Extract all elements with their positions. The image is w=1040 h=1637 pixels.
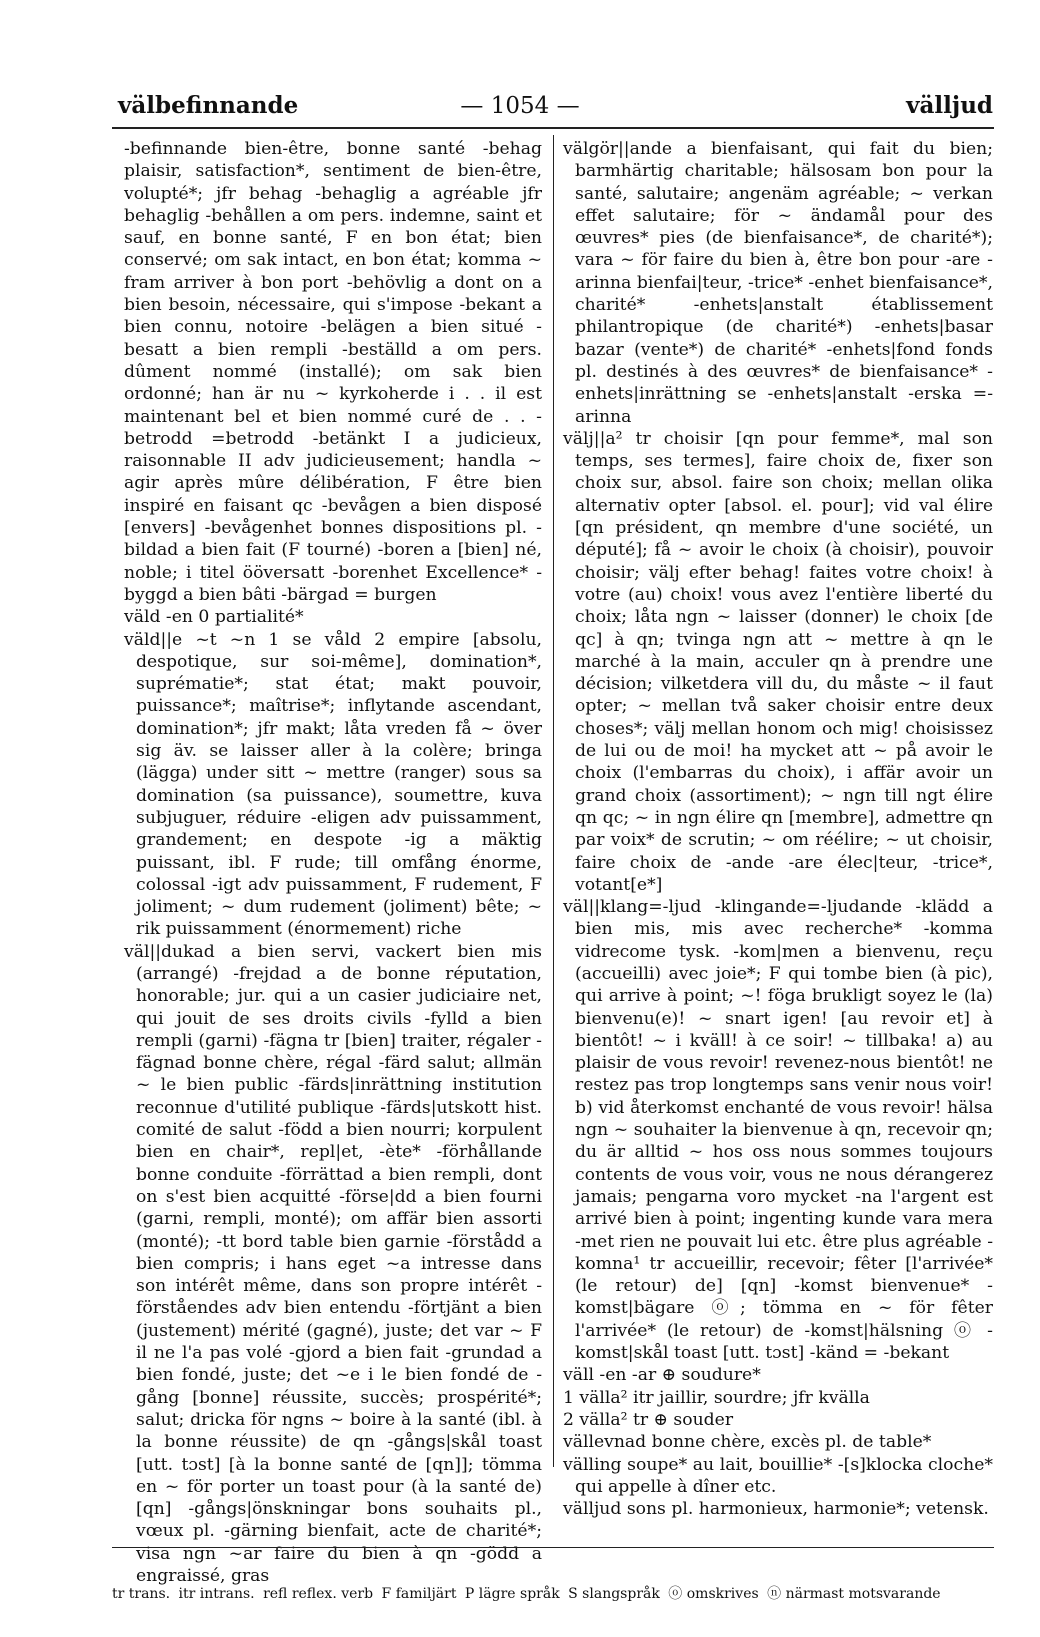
- column-divider: [553, 135, 554, 1467]
- footer-rule: [112, 1547, 994, 1548]
- abbreviation-legend: [112, 1585, 994, 1603]
- entry-paragraph: väld||e ~t ~n 1 se våld 2 empire [absolu, despotique, sur soi-même], domination*, suprématie*; stat état; makt pouvoir, puissance*; maîtrise*; inflytande ascendant, domination*; jfr makt; låta vreden få ~ över sig äv. se laisser aller à la colère; bringa (lägga) under sitt ~ mettre (ranger) sous sa domination (sa puissance), soumettre, kuva subjuguer, réduire -eligen adv puissamment, grandement; en despote -ig a mäktig puissant, ibl. F rude; till omfång énorme, colossal -igt adv puissamment, F rudement, F joliment; ~ dum rudement (joliment) bête; ~ rik puissamment (énormement) riche: [124, 629, 542, 940]
- running-head-first-entry: välbefinnande: [118, 92, 299, 119]
- legend-item: ⓞ omskrives: [668, 1586, 759, 1602]
- legend-item: itr intrans.: [178, 1586, 255, 1602]
- left-column: [124, 138, 542, 1586]
- entry-paragraph: 1 välla² itr jaillir, sourdre; jfr kvälla: [563, 1387, 870, 1408]
- entry-paragraph: vällevnad bonne chère, excès pl. de table*: [563, 1432, 932, 1453]
- entry-paragraph: 2 välla² tr ⊕ souder: [563, 1409, 734, 1430]
- right-column: [563, 138, 993, 1520]
- running-head-last-entry: välljud: [906, 92, 993, 119]
- legend-item: ⓝ närmast motsvarande: [767, 1586, 941, 1602]
- legend-item: refl reflex. verb: [263, 1586, 374, 1602]
- legend-item: F familjärt: [381, 1586, 457, 1602]
- entry-paragraph: välljud sons pl. harmonieux, harmonie*; vetensk.: [563, 1499, 989, 1520]
- legend-item: P lägre språk: [464, 1586, 560, 1602]
- entry-paragraph: väld -en 0 partialité*: [124, 607, 304, 628]
- entry-paragraph: -befinnande bien-être, bonne santé -behag plaisir, satisfaction*, sentiment de bien-être, volupté*; jfr behag -behaglig a agréable jfr behaglig -behållen a om pers. indemne, saint et sauf, en bonne santé, F en bon état; bien conservé; om sak intact, en bon état; komma ~ fram arriver à bon port -behövlig a dont on a bien besoin, nécessaire, qui s'impose -bekant a bien connu, notoire -belägen a bien situé -besatt a bien rempli -beställd a om pers. dûment nommé (installé); om sak bien ordonné; han är nu ~ kyrkoherde i . . il est maintenant bel et bien nommé curé de . . -betrodd =betrodd -betänkt I a judicieux, raisonnable II adv judicieusement; handla ~ agir après mûre délibération, F être bien inspiré en faisant qc -bevågen a bien disposé [envers] -bevågenhet bonnes dispositions pl. -bildad a bien fait (F tourné) -boren a [bien] né, noble; i titel ööversatt -borenhet Excellence* -byggd a bien bâti -bärgad = burgen: [124, 139, 542, 605]
- entry-paragraph: väl||dukad a bien servi, vackert bien mis (arrangé) -frejdad a de bonne réputation, honorable; jur. qui a un casier judiciaire net, qui jouit de ses droits civils -fylld a bien rempli (garni) -fägna tr [bien] traiter, régaler -fägnad bonne chère, régal -färd salut; allmän ~ le bien public -färds|inrättning institution reconnue d'utilité publique -färds|utskott hist. comité de salut -född a bien nourri; korpulent bien en chair*, repl|et, -ète* -förhållande bonne conduite -förrättad a bien rempli, dont on s'est bien acquitté -förse|dd a bien fourni (garni, rempli, monté); om affär bien assorti (monté); -tt bord table bien garnie -förstådd a bien compris; i hans eget ~a intresse dans son intérêt même, dans son propre intérêt -förståendes adv bien entendu -förtjänt a bien (justement) mérité (gagné), juste; det var ~ F il ne l'a pas volé -gjord a bien fait -grundad a bien fondé, juste; det ~e i le bien fondé de -gång [bonne] réussite, succès; prospérité*; salut; dricka för ngns ~ boire à la santé (ibl. à la bonne réussite) de qn -gångs|skål toast [utt. tɔst] [à la bonne santé de [qn]]; tömma en ~ för porter un toast pour (à la santé de) [qn] -gångs|önskningar bons souhaits pl., vœux pl. -gärning bienfait, acte de charité*; visa ngn ~ar faire du bien à qn -gödd a engraissé, gras: [124, 941, 542, 1586]
- entry-paragraph: väll -en -ar ⊕ soudure*: [563, 1365, 761, 1386]
- page-number: — 1054 —: [460, 93, 580, 119]
- header-rule: [112, 127, 994, 129]
- entry-paragraph: välgör||ande a bienfaisant, qui fait du bien; barmhärtig charitable; hälsosam bon pour la santé, salutaire; angenäm agréable; ~ verkan effet salutaire; för ~ ändamål pour des œuvres* pies (de bienfaisance*, de charité*); vara ~ för faire du bien à, être bon pour -are -arinna bienfai|teur, -trice* -enhet bienfaisance*, charité* -enhets|anstalt établissement philantropique (de charité*) -enhets|basar bazar (vente*) de charité* -enhets|fond fonds pl. destinés à des œuvres* de bienfaisance* -enhets|inrättning se -enhets|anstalt -erska =-arinna: [563, 139, 993, 427]
- legend-item: S slangspråk: [568, 1586, 660, 1602]
- entry-paragraph: välling soupe* au lait, bouillie* -[s]klocka cloche* qui appelle à dîner etc.: [563, 1454, 993, 1497]
- legend-item: tr trans.: [112, 1586, 171, 1602]
- entry-paragraph: välj||a² tr choisir [qn pour femme*, mal son temps, ses termes], faire choix de, fixer son choix sur, absol. faire son choix; mellan olika alternativ opter [absol. el. pour]; vid val élire [qn président, qn membre d'une société, un député]; få ~ avoir le choix (à choisir), pouvoir choisir; välj efter behag! faites votre choix! à votre (au) choix! vous avez l'entière liberté du choix; låta ngn ~ laisser (donner) le choix [de qc] à qn; tvinga ngn att ~ mettre à qn le marché à la main, acculer qn à prendre une décision; vilketdera vill du, du måste ~ il faut opter; ~ mellan två saker choisir entre deux choses*; välj mellan honom och mig! choisissez de lui ou de moi! ha mycket att ~ på avoir le choix (l'embarras du choix), i affär avoir un grand choix (assortiment); ~ ngn till ngt élire qn qc; ~ in ngn élire qn [membre], admettre qn par voix* de scrutin; ~ om réélire; ~ ut choisir, faire choix de -ande -are élec|teur, -trice*, votant[e*]: [563, 428, 993, 895]
- entry-paragraph: väl||klang=-ljud -klingande=-ljudande -klädd a bien mis, mis avec recherche* -komma vidrecome tysk. -kom|men a bienvenu, reçu (accueilli) avec joie*; F qui tombe bien (à pic), qui arrive à point; ~! föga brukligt soyez le (la) bienvenu(e)! ~ snart igen! [au revoir et] à bientôt! ~ i kväll! à ce soir! ~ tillbaka! a) au plaisir de vous revoir! revenez-nous bientôt! ne restez pas trop longtemps sans venir nous voir! b) vid återkomst enchanté de vous revoir! hälsa ngn ~ souhaiter la bienvenue à qn, recevoir qn; du är alltid ~ hos oss nous sommes toujours contents de vous voir, vous ne nous dérangerez jamais; pengarna voro mycket -na l'argent est arrivé bien à point; ingenting kunde vara mera -met rien ne pouvait lui etc. être plus agréable -komna¹ tr accueillir, recevoir; fêter [l'arrivée* (le retour) de] [qn] -komst bienvenue* -komst|bägare ⓞ; tömma en ~ för fêter l'arrivée* (le retour) de -komst|hälsning ⓞ -komst|skål toast [utt. tɔst] -känd = -bekant: [563, 897, 993, 1364]
